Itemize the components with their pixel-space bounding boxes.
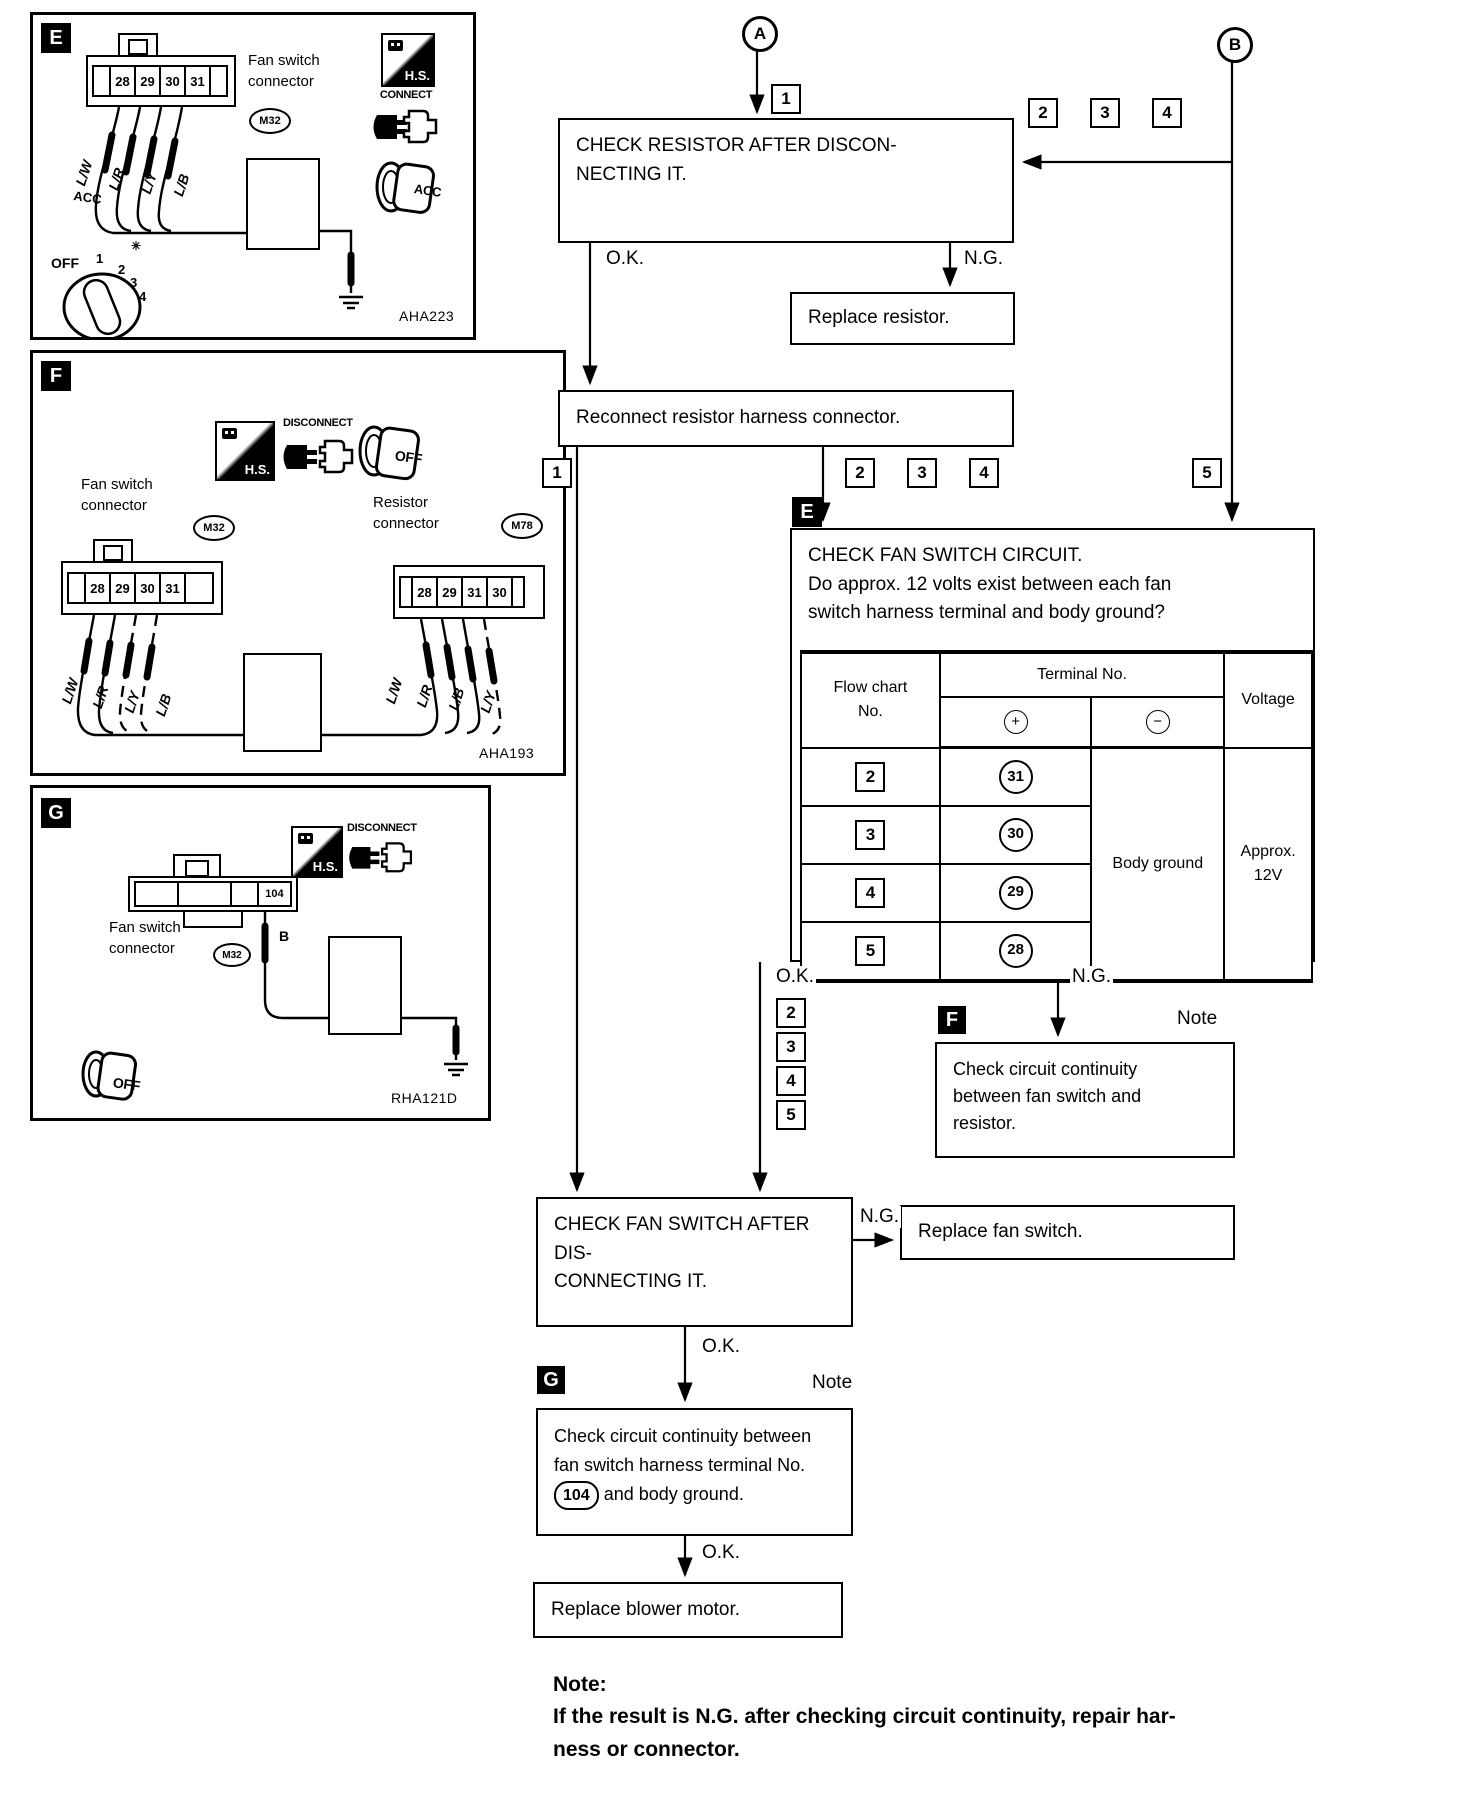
section-tag-g <box>537 1366 565 1394</box>
section-tag-f <box>938 1006 966 1034</box>
step-label: 5 <box>1202 463 1212 482</box>
flow-step-3-badge <box>907 458 937 488</box>
connector-lock-tab-inner <box>185 860 209 877</box>
flow-step-5-badge <box>1192 458 1222 488</box>
table-header-flow-chart-no: No. <box>857 703 883 721</box>
check-fan-circuit-q2: switch harness terminal and body ground? <box>808 602 1165 623</box>
footnote-title: Note: <box>553 1673 607 1696</box>
step-label: 1 <box>781 89 791 108</box>
connector-id: M32 <box>203 522 225 534</box>
connector-blank-cell <box>134 881 179 907</box>
hs-text: H.S. <box>404 68 430 83</box>
connector-blank-cell <box>184 572 214 604</box>
connector-lock-tab-inner <box>128 39 148 55</box>
hs-connector-glyph <box>388 40 403 51</box>
connector-node-b <box>1217 27 1253 63</box>
terminal-30: 30 <box>134 572 161 604</box>
terminal-104-oval <box>554 1481 599 1511</box>
ng-label-2: N.G. <box>1072 966 1112 987</box>
connector-id-oval <box>213 943 251 967</box>
terminal-29: 29 <box>436 576 463 608</box>
hs-badge-icon <box>215 421 275 481</box>
connector-blank-cell <box>230 881 259 907</box>
table-step-4 <box>855 878 885 908</box>
switch-pos-3: 3 <box>130 275 138 290</box>
step-label: 5 <box>865 940 876 960</box>
terminal-number: 29 <box>1007 883 1024 901</box>
fan-speed-icon: ✳ <box>131 239 142 253</box>
minus-sign: − <box>1153 712 1163 730</box>
voltmeter <box>246 158 320 250</box>
hs-connector-glyph <box>222 428 237 439</box>
connector-id: M78 <box>511 520 533 532</box>
voltage-value-1: Approx. <box>1240 842 1296 860</box>
continuity-line1: Check circuit continuity <box>953 1059 1138 1079</box>
hs-text: H.S. <box>244 462 270 477</box>
footnote-line1: If the result is N.G. after checking circuit continuity, repair har- <box>553 1705 1176 1728</box>
section-tag-e <box>792 497 822 527</box>
plus-terminal-icon <box>1004 710 1028 734</box>
voltage-value-2: 12V <box>1253 866 1283 884</box>
replace-blower-text: Replace blower motor. <box>551 1598 741 1620</box>
fan-switch-connector-label-2: connector <box>81 497 147 514</box>
tag-letter: G <box>48 801 64 824</box>
acc-key-text: ACC <box>72 188 103 207</box>
check-fan-switch-line1: CHECK FAN SWITCH AFTER DIS- <box>554 1214 810 1264</box>
table-step-5 <box>855 936 885 966</box>
disconnect-label: DISCONNECT <box>347 822 417 834</box>
connector-node-a-label: A <box>753 24 767 43</box>
terminal-28: 28 <box>109 65 136 97</box>
connector-blank-cell <box>209 65 228 97</box>
minus-terminal-icon <box>1146 710 1170 734</box>
connector-id-oval <box>501 513 543 539</box>
reconnect-resistor-box <box>558 390 1014 447</box>
body-ground-cell: Body ground <box>1112 854 1204 872</box>
resistor-connector-label-1: Resistor <box>373 494 429 511</box>
terminal-number: 30 <box>1007 825 1024 843</box>
terminal-28: 28 <box>84 572 111 604</box>
terminal-30-circle <box>999 818 1033 852</box>
flow-step-2-badge <box>776 998 806 1028</box>
tag-letter: E <box>49 26 63 49</box>
flow-step-1-badge <box>542 458 572 488</box>
tag-letter: E <box>800 500 814 523</box>
step-label: 3 <box>1100 103 1110 122</box>
switch-off-label: OFF <box>51 255 79 271</box>
hs-badge-icon <box>381 33 435 87</box>
hs-text: H.S. <box>312 859 338 874</box>
check-fan-switch-circuit-box <box>790 528 1315 962</box>
off-key-label: OFF <box>112 1074 142 1094</box>
connector-id: M32 <box>222 949 242 961</box>
flow-step-1-badge <box>771 84 801 114</box>
terminal-number: 104 <box>563 1486 590 1504</box>
wire-label-lw: L/W <box>58 676 82 706</box>
check-fan-circuit-q1: Do approx. 12 volts exist between each fan <box>808 573 1172 595</box>
off-key-label: OFF <box>394 447 424 467</box>
terminal-31-circle <box>999 760 1033 794</box>
replace-resistor-box <box>790 292 1015 345</box>
continuity-line3: resistor. <box>953 1113 1017 1133</box>
check-fan-circuit-title: CHECK FAN SWITCH CIRCUIT. <box>808 545 1083 566</box>
step-label: 2 <box>855 463 865 482</box>
note-label-f: Note <box>1177 1008 1218 1029</box>
replace-resistor-text: Replace resistor. <box>808 307 950 329</box>
terminal-30: 30 <box>159 65 186 97</box>
check-fan-switch-line2: CONNECTING IT. <box>554 1271 708 1292</box>
flow-step-2-badge <box>1028 98 1058 128</box>
fan-switch-connector-drawing <box>61 561 223 615</box>
wire-label-lr: L/R <box>413 682 436 710</box>
ok-label-3: O.K. <box>702 1336 741 1357</box>
ohmmeter <box>243 653 322 752</box>
ng-label-1: N.G. <box>964 248 1004 269</box>
wire-label-lb: L/B <box>170 171 193 199</box>
wire-label-ly: L/Y <box>476 689 499 715</box>
connect-plug-icon <box>374 111 437 142</box>
wire-label-lw: L/W <box>72 158 96 188</box>
fan-switch-connector-label-2: connector <box>248 73 314 90</box>
check-resistor-line2: NECTING IT. <box>576 163 687 185</box>
acc-label: ACC <box>413 181 443 200</box>
terminal-29-circle <box>999 876 1033 910</box>
disconnect-plug-icon <box>349 843 411 871</box>
wire-label-lr: L/R <box>89 683 112 711</box>
panel-g-wiring-art <box>33 788 488 1118</box>
terminal-29: 29 <box>134 65 161 97</box>
terminal-31: 31 <box>159 572 186 604</box>
note-label-g: Note <box>812 1372 853 1393</box>
connector-blank-cell <box>177 881 232 907</box>
replace-fan-switch-box <box>900 1205 1235 1260</box>
terminal-30: 30 <box>486 576 513 608</box>
fan-switch-connector-label-1: Fan switch <box>81 476 153 493</box>
ohmmeter <box>328 936 402 1035</box>
fan-switch-connector-label-1: Fan switch <box>248 52 320 69</box>
ok-label-4: O.K. <box>702 1542 741 1563</box>
check-fan-switch-box <box>536 1197 853 1327</box>
panel-g-ground-check-illustration <box>30 785 491 1121</box>
terminal-number: 28 <box>1007 941 1024 959</box>
connector-node-b-label: B <box>1228 35 1242 54</box>
terminal-104: 104 <box>257 881 292 907</box>
replace-blower-motor-box <box>533 1582 843 1638</box>
figure-code-aha223: AHA223 <box>399 308 455 324</box>
connector-id-oval <box>249 108 291 134</box>
ok-label-2: O.K. <box>776 966 815 987</box>
tag-letter: G <box>543 1368 559 1391</box>
step-label: 2 <box>1038 103 1048 122</box>
step-label: 4 <box>979 463 989 482</box>
step-label: 4 <box>786 1071 796 1090</box>
panel-tag-f <box>41 361 71 391</box>
terminal-28: 28 <box>411 576 438 608</box>
switch-pos-4: 4 <box>139 289 147 304</box>
switch-pos-1: 1 <box>96 251 104 266</box>
wire-label-lb: L/B <box>445 685 468 713</box>
check-resistor-box <box>558 118 1014 243</box>
tag-letter: F <box>945 1008 959 1031</box>
terminal-28-circle <box>999 934 1033 968</box>
wire-label-lb: L/B <box>152 691 175 719</box>
check-continuity-resistor-box <box>935 1042 1235 1158</box>
connect-label: CONNECT <box>379 89 433 101</box>
wire-label-lr: L/R <box>105 165 128 193</box>
tag-letter: F <box>49 364 63 387</box>
voltage-table <box>800 650 1313 983</box>
fan-switch-connector-label-2: connector <box>109 940 175 957</box>
footnote-line2: ness or connector. <box>553 1738 740 1761</box>
flow-step-3-badge <box>776 1032 806 1062</box>
panel-f-continuity-check-illustration <box>30 350 566 776</box>
check-continuity-ground-box <box>536 1408 853 1536</box>
connector-lock-tab-inner <box>103 545 123 561</box>
panel-e-voltage-check-illustration <box>30 12 476 340</box>
figure-code-rha121d: RHA121D <box>391 1090 458 1106</box>
ng-label-3: N.G. <box>860 1206 900 1227</box>
step-label: 3 <box>917 463 927 482</box>
resistor-connector-drawing <box>393 565 545 619</box>
hs-connector-glyph <box>298 833 313 844</box>
disconnect-label: DISCONNECT <box>283 417 353 429</box>
step-label: 2 <box>786 1003 796 1022</box>
flow-step-4-badge <box>969 458 999 488</box>
flow-step-3-badge <box>1090 98 1120 128</box>
step-label: 3 <box>786 1037 796 1056</box>
connector-blank-cell <box>511 576 525 608</box>
hs-badge-icon <box>291 826 343 878</box>
panel-tag-g <box>41 798 71 828</box>
check-resistor-line1: CHECK RESISTOR AFTER DISCON- <box>576 135 897 156</box>
step-label: 1 <box>552 463 562 482</box>
table-header-voltage: Voltage <box>1241 691 1295 709</box>
wire-label-b: B <box>279 928 290 944</box>
plus-sign: + <box>1011 712 1020 730</box>
step-label: 4 <box>1162 103 1172 122</box>
replace-fan-switch-text: Replace fan switch. <box>918 1221 1083 1243</box>
step-label: 2 <box>865 766 876 786</box>
fan-switch-connector-drawing <box>128 876 298 912</box>
resistor-connector-label-2: connector <box>373 515 439 532</box>
wire-label-lw: L/W <box>382 676 406 706</box>
table-header-terminal: Terminal No. <box>1037 666 1127 683</box>
step-label: 5 <box>786 1105 796 1124</box>
flow-step-5-badge <box>776 1100 806 1130</box>
step-label: 4 <box>865 882 876 902</box>
panel-tag-e <box>41 23 71 53</box>
fan-switch-connector-label-1: Fan switch <box>109 919 181 936</box>
flow-step-2-badge <box>845 458 875 488</box>
table-step-3 <box>855 820 885 850</box>
table-step-2 <box>855 762 885 792</box>
wire-label-ly: L/Y <box>137 170 160 196</box>
connector-node-a <box>742 16 778 52</box>
flow-step-4-badge <box>1152 98 1182 128</box>
step-label: 3 <box>865 824 876 844</box>
connector-id: M32 <box>259 115 281 127</box>
flow-step-4-badge <box>776 1066 806 1096</box>
continuity-line2: between fan switch and <box>953 1086 1142 1106</box>
connector-id-oval <box>193 515 235 541</box>
terminal-29: 29 <box>109 572 136 604</box>
fan-switch-connector-drawing <box>86 55 236 107</box>
continuity-ground-part1: Check circuit continuity between fan switch harness terminal No. <box>554 1426 812 1475</box>
table-header-flow-chart: Flow chart <box>833 679 908 697</box>
disconnect-plug-icon <box>284 441 353 472</box>
continuity-ground-part2: and body ground. <box>603 1483 744 1504</box>
terminal-31: 31 <box>461 576 488 608</box>
ok-label-1: O.K. <box>606 248 645 269</box>
wire-label-ly: L/Y <box>120 689 143 715</box>
reconnect-resistor-text: Reconnect resistor harness connector. <box>576 407 901 429</box>
figure-code-aha193: AHA193 <box>479 745 535 761</box>
terminal-number: 31 <box>1007 767 1024 785</box>
terminal-31: 31 <box>184 65 211 97</box>
switch-pos-2: 2 <box>118 262 126 277</box>
